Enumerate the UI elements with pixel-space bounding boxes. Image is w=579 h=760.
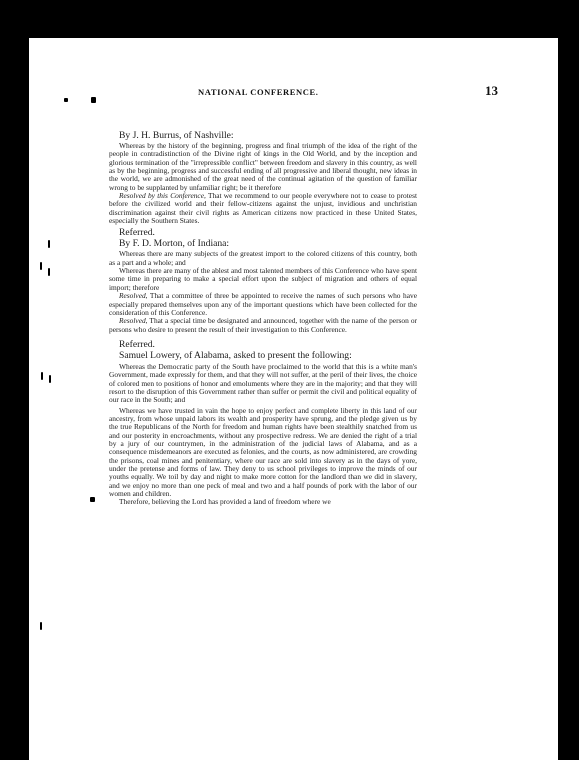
resolution-label: Resolved, <box>119 291 148 301</box>
resolution-label: Resolved by this Conference, <box>119 191 206 201</box>
whereas-paragraph: Whereas the Democratic party of the South have proclaimed to the world that this is a white man's Government, made expressly for them, and that they will not suffer, at the peril of their lives, the choice of colored men to positions of honor and emoluments where they are in the majority; and that they will resort to the disruption of this Government rather than suffer or permit the civil and political equality of our race in the South; and <box>109 361 417 405</box>
speaker-heading: By F. D. Morton, of Indiana: <box>119 238 230 250</box>
resolution-label: Resolved, <box>119 316 148 326</box>
margin-mark <box>64 98 68 102</box>
whereas-paragraph: Whereas we have trusted in vain the hope to enjoy perfect and complete liberty in this land of our ancestry, from whose unpaid labors its wealth and prosperity have sprung, and the pledge given us by the true Republicans of the North for freedom and human rights have been stealthily snatched from us and our posterity in encroachments, without any prospective redress. We are denied the right of a trial by a jury of our countrymen, in the administration of the judicial laws of Alabama, and as a consequence misdemeanors are executed as felonies, and the courts, as now administered, are crowding the prisons, coal mines and penitentiary, where our race are sold into slavery as in the days of yore, under the pretense and forms of law. They deny to us school privileges to improve the minds of our youths equally. We toil by day and night to make more cotton for the landlord than we did in slavery, and we enjoy no more than one peck of meal and two and a half pounds of pork with the labor of our women and children. <box>109 405 417 499</box>
resolution-text: That a special time be designated and announced, together with the name of the person or persons who desire to present the result of their investigation to this Conference. <box>109 316 417 334</box>
page-header <box>198 83 498 99</box>
margin-mark <box>91 97 96 103</box>
resolution-paragraph <box>109 192 417 225</box>
whereas-paragraph: Whereas by the history of the beginning, progress and final triumph of the idea of the right of the people in contradistinction of the Divine right of kings in the Old World, and by the inception and glorious termination of the "irrepressible conflict" between freedom and slavery in this country, as well as by the beginning, progress and successful ending of all progressive and liberal thought, new ideas in the world, we are admonished of the great need of the continual agitation of the question of familiar wrong to be supplanted by unfamiliar right; be it therefore <box>109 141 417 192</box>
page-number: 13 <box>485 83 498 98</box>
margin-mark <box>48 268 50 276</box>
whereas-paragraph: Whereas there are many of the ablest and most talented members of this Conference who have spent some time in preparing to make a special effort upon the subject of migration and others of equal import; therefore <box>109 266 417 292</box>
margin-mark <box>40 622 42 630</box>
running-title: NATIONAL CONFERENCE. <box>198 87 319 97</box>
speaker-heading: By J. H. Burrus, of Nashville: <box>119 130 234 141</box>
body-text <box>109 130 417 507</box>
margin-mark <box>90 497 95 502</box>
margin-mark <box>41 372 43 380</box>
resolution-paragraph <box>109 317 417 334</box>
resolution-text: That a committee of three be appointed to receive the names of such persons who have especially prepared themselves upon any of the important questions which have been collected for the consideration of this Conference. <box>109 291 417 317</box>
referred-note: Referred. <box>119 227 155 239</box>
therefore-paragraph: Therefore, believing the Lord has provided a land of freedom where we <box>119 497 331 507</box>
margin-mark <box>40 262 42 270</box>
referred-note: Referred. <box>119 338 155 350</box>
resolution-text: That we recommend to our people everywhere not to cease to protest before the civilized world and their fellow-citizens against the unjust, invidious and unchristian discrimination against their civil rights as American citizens now practiced in these United States, especially the Southern States. <box>109 191 417 226</box>
whereas-paragraph: Whereas there are many subjects of the greatest import to the colored citizens of this country, both as a part and a whole; and <box>109 249 417 267</box>
speaker-heading: Samuel Lowery, of Alabama, asked to present the following: <box>119 349 352 361</box>
resolution-paragraph <box>109 292 417 317</box>
margin-mark <box>49 375 51 383</box>
margin-mark <box>48 240 50 248</box>
